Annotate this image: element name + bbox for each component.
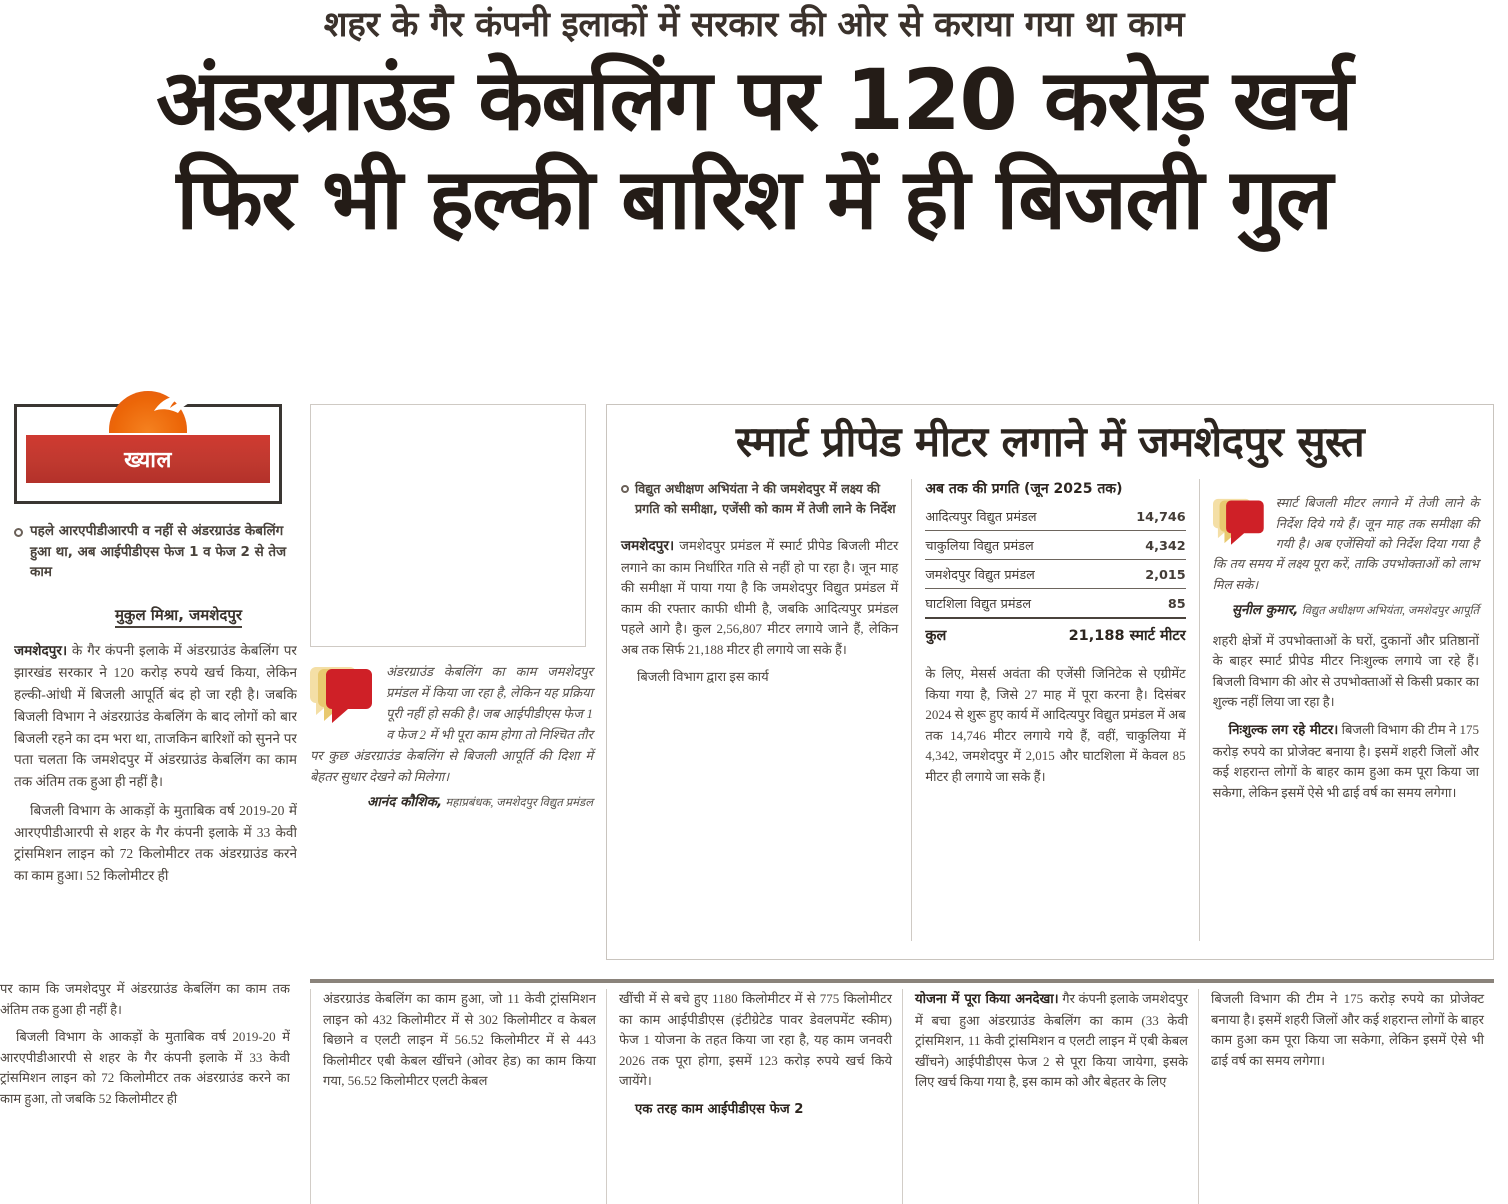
brand-logo-text: ख्याल: [124, 448, 172, 473]
bottom-column-two-body: [323, 989, 596, 1092]
paragraph-text: बिजली विभाग के आकड़ों के मुताबिक वर्ष 2019-20 में आरएपीडीआरपी से शहर के गैर कंपनी इलाके में 33 केवी ट्रांसमिशन लाइन को 72 किलोमीटर तक अंडरग्राउंड करने का काम हुआ। 52 किलोमीटर ही: [14, 802, 297, 884]
panel-column-one-body: [621, 536, 898, 688]
left-bullet-note: [14, 521, 297, 583]
quote-text: स्मार्ट बिजली मीटर लगाने में तेजी लाने के निर्देश दिये गये हैं। जून माह तक समीक्षा की गयी है। अब एजेंसियों को निर्देश दिया गया है कि तय समय में लक्ष्य पूरा करें, ताकि उपभोक्ताओं को लाभ मिल सके।: [1212, 496, 1480, 592]
table-row: [925, 589, 1185, 619]
quote-author-name: सुनील कुमार,: [1231, 602, 1299, 619]
paragraph-text: जमशेदपुर प्रमंडल में स्मार्ट प्रीपेड बिजली मीटर लगाने का काम निर्धारित गति से नहीं हो पा रहा है। जून माह की समीक्षा में पाया गया है कि जमशेदपुर विद्युत प्रमंडल में काम की रफ्तार काफी धीमी है, जबकि आदित्यपुर प्रमंडल पहले आगे है। कुल 2,56,807 मीटर लगाये जाने हैं, लेकिन अब तक सिर्फ 21,188 मीटर ही लगाये जा सके हैं।: [621, 538, 899, 657]
bullet-dot-icon: [621, 485, 629, 493]
progress-table: [925, 479, 1185, 650]
paragraph: [1213, 631, 1479, 713]
quote-block-two: [1213, 493, 1479, 621]
left-bullet-text: पहले आरएपीडीआरपी व नहीं से अंडरग्राउंड केबलिंग हुआ था, अब आईपीडीएस फेज 1 व फेज 2 से तेज काम: [30, 523, 287, 581]
bottom-column-two: [310, 989, 606, 1204]
panel-bullet-note: [621, 479, 898, 518]
paragraph-text: खींची में से बचे हुए 1180 किलोमीटर में से 775 किलोमीटर का काम आईपीडीएस (इंटीग्रेटेड पावर डेवलपमेंट स्कीम) फेज 1 योजना के तहत किया जा रहा है, यह काम जनवरी 2026 तक पूरा होगा, इसमें 123 करोड़ रुपये खर्च किये जायेंगे।: [619, 991, 892, 1089]
paragraph: [323, 989, 596, 1092]
paragraph: [14, 640, 297, 793]
paragraph: [1213, 720, 1479, 803]
table-row: [925, 560, 1185, 589]
paragraph-text: बिजली विभाग की टीम ने 175 करोड़ रुपये का प्रोजेक्ट बनाया है। इसमें शहरी जिलों और कई शहरान्त लोगों के बाहर काम हुआ कम पूरा किया जा सकेगा, लेकिन इसमें ऐसे भी ढाई वर्ष का समय लगेगा।: [1212, 721, 1480, 800]
quote-text: अंडरग्राउंड केबलिंग का काम जमशेदपुर प्रमंडल में किया जा रहा है, लेकिन यह प्रक्रिया पूरी नहीं हो सकी है। जब आईपीडीएस फेज 1 व फेज 2 में भी पूरा काम होगा तो निश्चित तौर पर कुछ अंडरग्राउंड केबलिंग से बिजली आपूर्ति की दिशा में बेहतर सुधार देखने को मिलेगा।: [310, 664, 593, 785]
table-total-row: [925, 618, 1185, 650]
section-divider-rule: [310, 979, 1494, 983]
kicker-line: शहर के गैर कंपनी इलाकों में सरकार की ओर से कराया गया था काम: [323, 5, 1185, 45]
dateline: जमशेदपुर।: [621, 538, 675, 555]
table-cell-label: आदित्यपुर विद्युत प्रमंडल: [925, 502, 1052, 531]
column-one: [14, 404, 297, 974]
quote-author-role: विद्युत अधीक्षण अभियंता, जमशेदपुर आपूर्ति: [1301, 605, 1480, 618]
page-title: [20, 51, 1488, 249]
paragraph-text: पर काम कि जमशेदपुर में अंडरग्राउंड केबलिंग का काम तक अंतिम तक हुआ ही नहीं है।: [0, 981, 290, 1017]
table-total-label: कुल: [925, 618, 1052, 650]
table-cell-value: 85: [1052, 589, 1186, 619]
paragraph-text: के लिए, मेसर्स अवंता की एजेंसी जिनिटेक से एग्रीमेंट किया गया है, जिसे 27 माह में पूरा करना है। दिसंबर 2024 से शुरू हुए कार्य में आदित्यपुर विद्युत प्रमंडल में अब तक 14,746 मीटर लगाये गये हैं, वहीं, चाकुलिया में 4,342, जमशेदपुर में 2,015 और घाटशिला में केवल 85 मीटर ही लगाये जा सके हैं।: [925, 666, 1186, 784]
paragraph-text: बिजली विभाग द्वारा इस कार्य: [637, 669, 769, 685]
smart-meter-panel: [606, 404, 1494, 960]
top-region: [14, 404, 1494, 974]
table-cell-label: चाकुलिया विद्युत प्रमंडल: [925, 531, 1052, 560]
table-cell-value: 2,015: [1052, 560, 1186, 589]
headline-block: [0, 0, 1508, 249]
panel-column-two-body: [925, 664, 1185, 787]
paragraph-text: बिजली विभाग की टीम ने 175 करोड़ रुपये का प्रोजेक्ट बनाया है। इसमें शहरी जिलों और कई शहरान्त लोगों के बाहर काम हुआ कम पूरा किया जा सकेगा, लेकिन इसमें ऐसे भी ढाई वर्ष का समय लगेगा।: [1211, 991, 1484, 1068]
table-row: [925, 531, 1185, 560]
panel-column-three: [1200, 479, 1479, 941]
paragraph-text: शहरी क्षेत्रों में उपभोक्ताओं के घरों, दुकानों और प्रतिष्ठानों के बाहर स्मार्ट प्रीपेड मीटर निःशुल्क लगाये जा रहे हैं। बिजली विभाग की ओर से उपभोक्ताओं से किसी प्रकार का शुल्क नहीं लिया जा रहा है।: [1212, 632, 1480, 710]
subheading: निःशुल्क लग रहे मीटर।: [1228, 722, 1339, 738]
bottom-column-spacer: [14, 989, 310, 1204]
panel-column-two: [912, 479, 1199, 941]
paragraph-text: बिजली विभाग के आकड़ों के मुताबिक वर्ष 2019-20 में आरएपीडीआरपी से शहर के गैर कंपनी इलाके में 33 केवी ट्रांसमिशन लाइन को 72 किलोमीटर तक अंडरग्राउंड करने का काम हुआ, तो जबकि 52 किलोमीटर ही: [0, 1029, 290, 1106]
brand-logo-badge: [14, 404, 282, 504]
panel-title: स्मार्ट प्रीपेड मीटर लगाने में जमशेदपुर सुस्त: [735, 417, 1365, 466]
table-cell-label: घाटशिला विद्युत प्रमंडल: [925, 589, 1052, 619]
article-body: [0, 404, 1508, 1204]
bottom-column-four: [902, 989, 1198, 1204]
column-two: [310, 404, 593, 974]
table-cell-value: 4,342: [1052, 531, 1186, 560]
paragraph: [619, 1099, 892, 1121]
bottom-column-five: [1198, 989, 1494, 1204]
paragraph: [925, 664, 1185, 787]
headline-line-2: फिर भी हल्की बारिश में ही बिजली गुल: [176, 150, 1332, 249]
subheading: योजना में पूरा किया अनदेखा।: [915, 992, 1059, 1007]
table-cell-label: जमशेदपुर विद्युत प्रमंडल: [925, 560, 1052, 589]
quote-attribution: [1213, 601, 1479, 621]
subheading: एक तरह काम आईपीडीएस फेज 2: [635, 1101, 804, 1117]
byline: मुकुल मिश्रा, जमशेदपुर: [115, 605, 242, 628]
table-row: [925, 502, 1185, 531]
dateline: जमशेदपुर।: [14, 642, 68, 659]
table-total-value: 21,188 स्मार्ट मीटर: [1052, 618, 1186, 650]
quote-block-one: [310, 661, 593, 813]
paragraph: [621, 667, 898, 688]
quote-author-name: आनंद कौशिक,: [366, 794, 443, 811]
bullet-dot-icon: [14, 528, 23, 537]
paragraph: [915, 989, 1188, 1093]
bottom-column-five-body: [1211, 989, 1484, 1071]
brand-logo-bar: [26, 435, 270, 483]
progress-table-body: [925, 502, 1185, 650]
panel-column-three-body: [1213, 631, 1479, 804]
table-cell-value: 14,746: [1052, 502, 1186, 531]
panel-bullet-text: विद्युत अधीक्षण अभियंता ने की जमशेदपुर में लक्ष्य की प्रगति को समीक्षा, एजेंसी को काम में तेजी लाने के निर्देश: [635, 481, 896, 516]
bottom-column-three: [606, 989, 902, 1204]
panel-column-one: [621, 479, 912, 941]
quote-author-role: महाप्रबंधक, जमशेदपुर विद्युत प्रमंडल: [445, 797, 593, 810]
progress-table-caption: अब तक की प्रगति (जून 2025 तक): [925, 481, 1123, 498]
bottom-column-four-body: [915, 989, 1188, 1093]
bird-icon: [152, 393, 198, 419]
paragraph: [619, 989, 892, 1092]
bottom-columns: [14, 989, 1494, 1204]
paragraph-text: अंडरग्राउंड केबलिंग का काम हुआ, जो 11 केवी ट्रांसमिशन लाइन को 432 किलोमीटर में से 302 किलोमीटर व केबल बिछाने व एलटी लाइन में 56.52 किलोमीटर में से 443 किलोमीटर एबी केबल खींचने (ओवर हेड) का काम किया गया, 56.52 किलोमीटर एलटी केबल: [323, 991, 596, 1089]
left-column-body: [14, 640, 297, 908]
photo-placeholder: [310, 404, 586, 647]
paragraph-text: के गैर कंपनी इलाके में अंडरग्राउंड केबलिंग पर झारखंड सरकार ने 120 करोड़ रुपये खर्च किया, लेकिन हल्की-आंधी में बिजली आपूर्ति बंद हो जा रही है। जबकि बिजली विभाग ने अंडरग्राउंड केबलिंग के बाद लोगों को बार बिजली रहने का दम भरा था, ताजकिन बारिशों को सुनने पर पता चलता कि जमशेदपुर में अंडरग्राउंड केबलिंग का काम तक अंतिम तक हुआ ही नहीं है।: [14, 642, 297, 790]
quote-attribution: [310, 793, 593, 813]
paragraph: [1211, 989, 1484, 1071]
paragraph: [14, 800, 297, 887]
paragraph-text: गैर कंपनी इलाके जमशेदपुर में बचा हुआ अंडरग्राउंड केबलिंग का काम (33 केवी ट्रांसमिशन, 11 केवी ट्रांसमिशन व एलटी लाइन में एबी केबल खींचने) आईपीडीएस फेज 2 से पूरा किया जायेगा, इसके लिए खर्च किया गया है, इस काम को और बेहतर के लिए: [915, 991, 1189, 1090]
headline-line-1: अंडरग्राउंड केबलिंग पर 120 करोड़ खर्च: [156, 51, 1352, 150]
panel-columns: [621, 479, 1479, 941]
bottom-column-three-body: [619, 989, 892, 1121]
paragraph: [621, 536, 898, 660]
